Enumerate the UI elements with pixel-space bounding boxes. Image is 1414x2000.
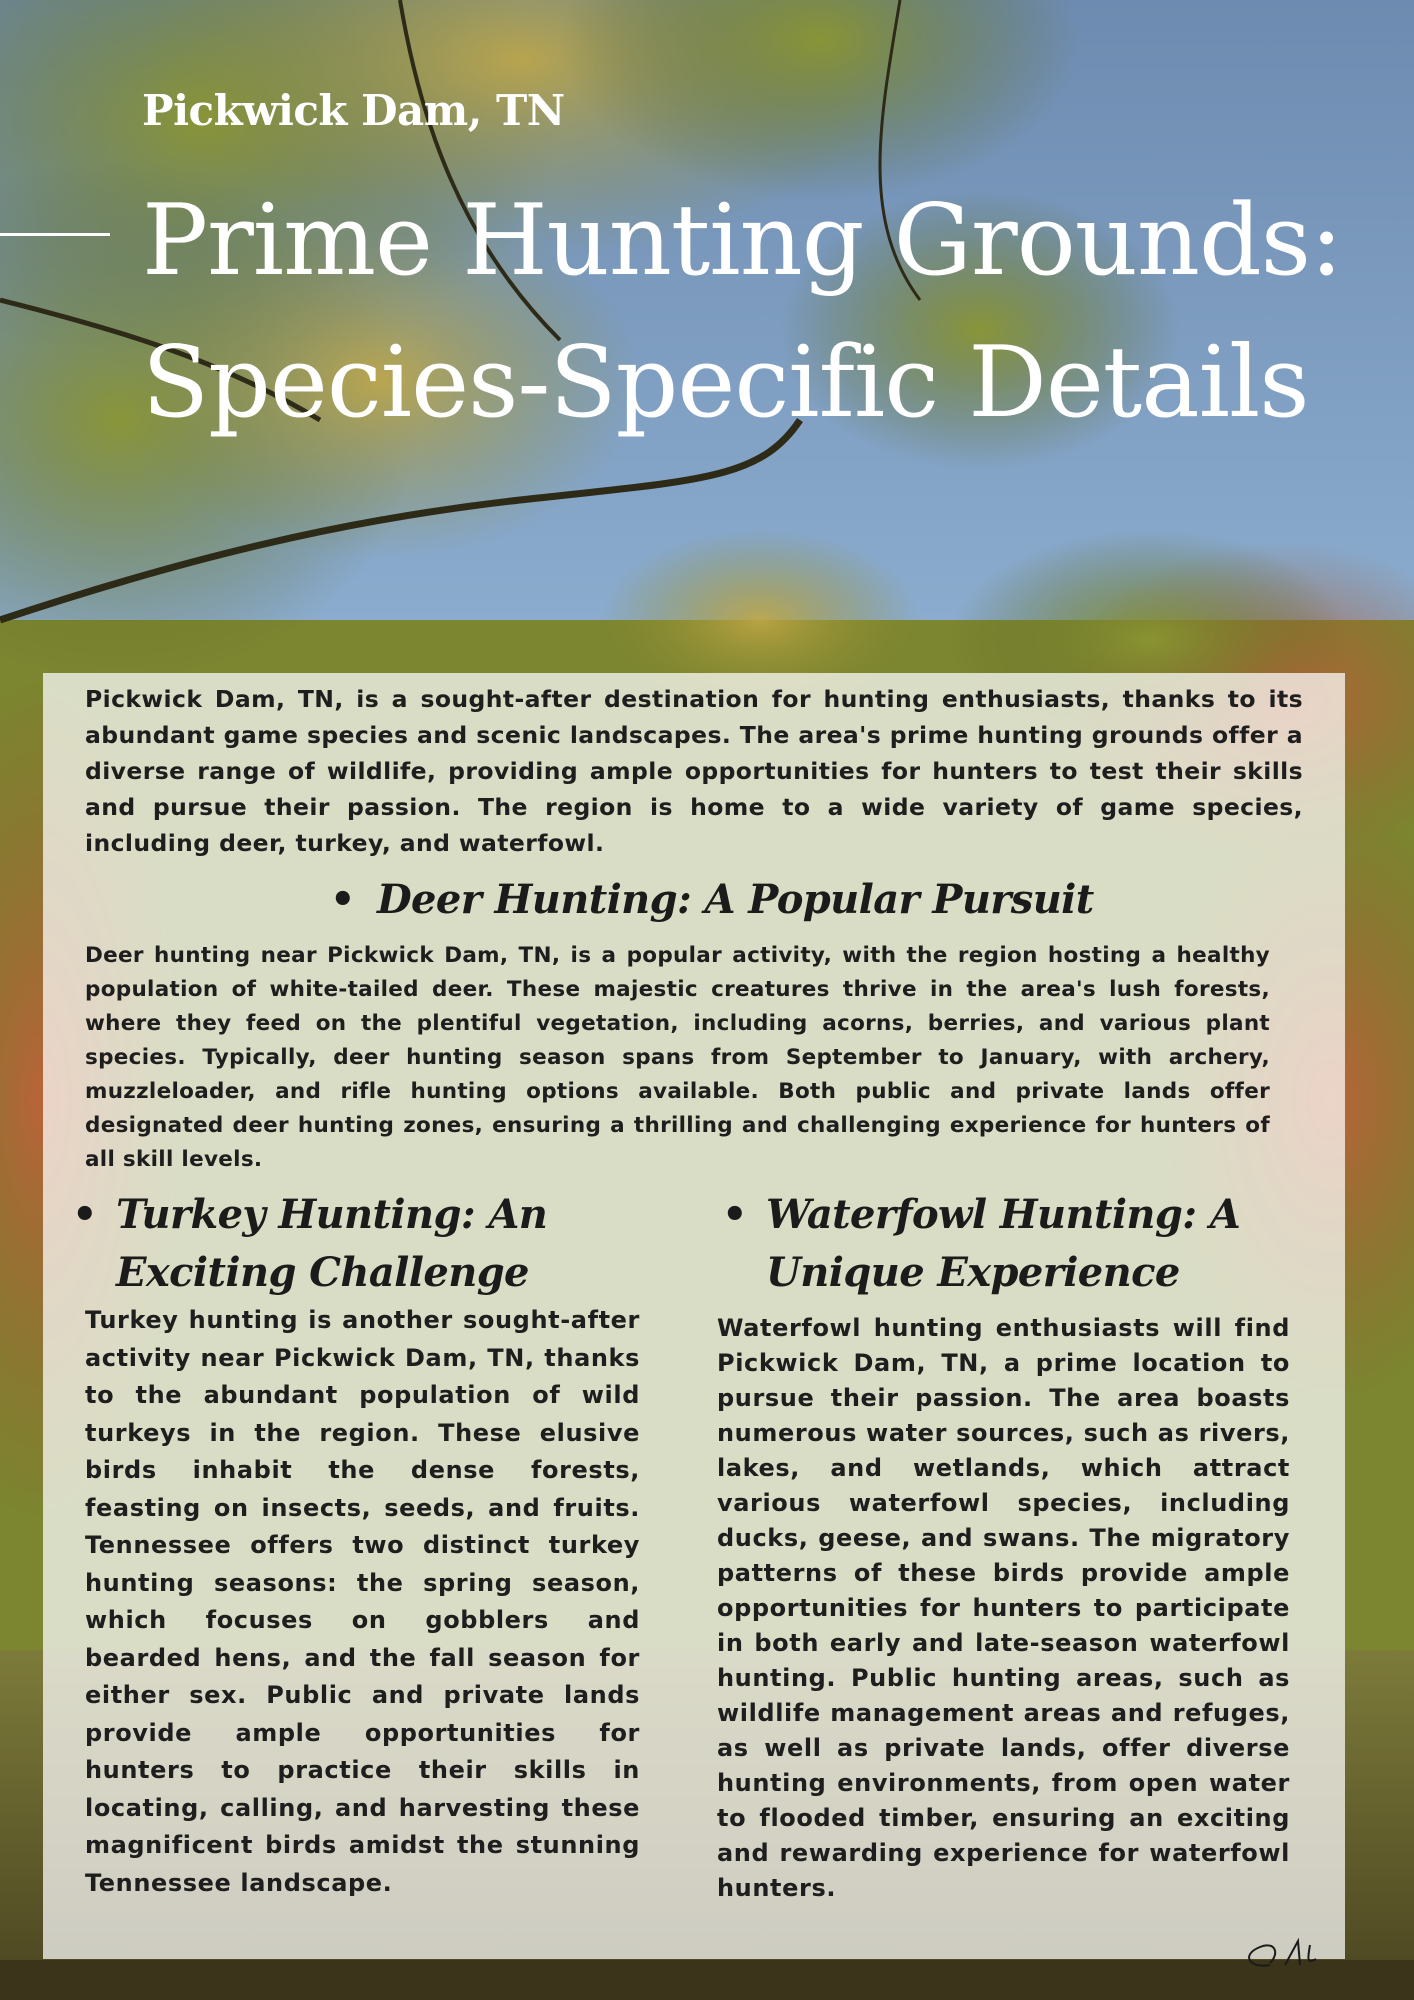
turkey-paragraph: Turkey hunting is another sought-after activity near Pickwick Dam, TN, thanks to the abundant population of wild turkeys in the region. These elusive birds inhabit the dense forests, feasting on insects, seeds, and fruits. Tennessee offers two distinct turkey hunting seasons: the spring season, which focuses on gobblers and bearded hens, and the fall season for either sex. Public and private lands provide ample opportunities for hunters to practice their skills in locating, calling, and harvesting these magnificent birds amidst the stunning Tennessee landscape. — [85, 1306, 640, 1897]
bullet-icon: • — [722, 1191, 747, 1238]
waterfowl-heading — [722, 1186, 1282, 1302]
title-rule — [0, 233, 110, 236]
bullet-icon: • — [330, 876, 355, 923]
deer-paragraph: Deer hunting near Pickwick Dam, TN, is a popular activity, with the region hosting a healthy population of white-tailed deer. These majestic creatures thrive in the area's lush forests, where they feed on the plentiful vegetation, including acorns, berries, and various plant species. Typically, deer hunting season spans from September to January, with archery, muzzleloader, and rifle hunting options available. Both public and private lands offer designated deer hunting zones, ensuring a thrilling and challenging experience for hunters of all skill levels. — [85, 943, 1270, 1172]
turkey-heading-text: Turkey Hunting: An Exciting Challenge — [116, 1191, 548, 1296]
waterfowl-paragraph: Waterfowl hunting enthusiasts will find Pickwick Dam, TN, a prime location to pursue their passion. The area boasts numerous water sources, such as rivers, lakes, and wetlands, which attract various waterfowl species, including ducks, geese, and swans. The migratory patterns of these birds provide ample opportunities for hunters to participate in both early and late-season waterfowl hunting. Public hunting areas, such as wildlife management areas and refuges, as well as private lands, offer diverse hunting environments, from open water to flooded timber, ensuring an exciting and rewarding experience for waterfowl hunters. — [717, 1314, 1290, 1902]
bullet-icon: • — [72, 1191, 97, 1238]
intro-paragraph: Pickwick Dam, TN, is a sought-after destination for hunting enthusiasts, thanks to its abundant game species and scenic landscapes. The area's prime hunting grounds offer a diverse range of wildlife, providing ample opportunities for hunters to test their skills and pursue their passion. The region is home to a wide variety of game species, including deer, turkey, and waterfowl. — [85, 685, 1303, 857]
deer-heading-text: Deer Hunting: A Popular Pursuit — [376, 876, 1094, 923]
location-eyebrow: Pickwick Dam, TN — [142, 86, 565, 135]
turkey-heading — [72, 1186, 592, 1302]
deer-heading — [330, 876, 1094, 923]
signature-icon — [1230, 1935, 1350, 1975]
waterfowl-heading-text: Waterfowl Hunting: A Unique Experience — [766, 1191, 1241, 1296]
page-title: Prime Hunting Grounds: Species-Specific Details — [142, 184, 1343, 440]
